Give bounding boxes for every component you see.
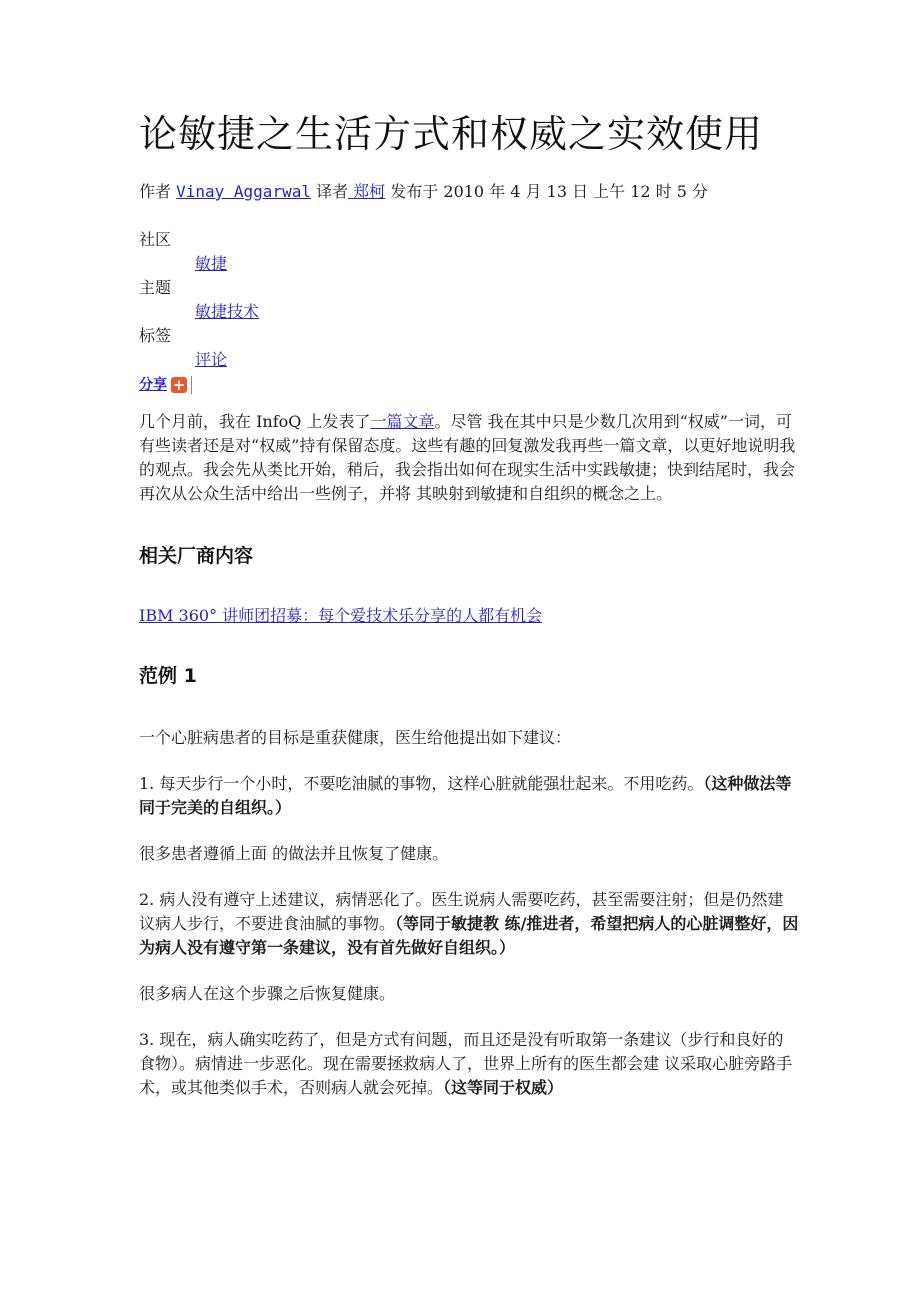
related-heading: 相关厂商内容 [139, 545, 254, 567]
share-bar [139, 374, 799, 396]
translator-link[interactable]: 郑柯 [353, 182, 386, 201]
page-title: 论敏捷之生活方式和权威之实效使用 [139, 112, 764, 156]
author-link[interactable]: Vinay Aggarwal [176, 182, 311, 201]
published-label: 发布于 [390, 182, 439, 201]
topic-link[interactable]: 敏捷技术 [195, 302, 260, 321]
community-link[interactable]: 敏捷 [195, 254, 228, 273]
tag-link[interactable]: 评论 [195, 350, 228, 369]
plus-icon[interactable]: + [172, 376, 186, 394]
example-heading: 范例 1 [139, 665, 197, 687]
author-label: 作者 [139, 182, 172, 201]
share-link[interactable]: 分享 [139, 377, 167, 393]
example-paragraph: 很多病人在这个步骤之后恢复健康。 [139, 984, 396, 1003]
byline [139, 178, 799, 206]
article [139, 108, 799, 1122]
divider [191, 376, 192, 394]
translator-label: 译者 [316, 182, 349, 201]
article-meta [139, 228, 799, 372]
publish-date: 2010 年 4 月 13 日 上午 12 时 5 分 [443, 182, 709, 201]
example-paragraph: 3. 现在，病人确实吃药了，但是方式有问题，而且还是没有听取第一条建议（步行和良好的食物）。病情进一步恶化。现在需要拯救病人了，世界上所有的医生都会建 议采取心脏旁路手术，或其他类似手术，否则病人就会死掉。（这等同于权威） [139, 1030, 793, 1097]
intro-paragraph: 几个月前，我在 InfoQ 上发表了一篇文章。尽管 我在其中只是少数几次用到“权威”一词，可有些读者还是对“权威”持有保留态度。这些有趣的回复激发我再些一篇文章，以更好地说明我的观点。我会先从类比开始，稍后，我会指出如何在现实生活中实践敏捷；快到结尾时，我会再次从公众生活中给出一些例子，并将 其映射到敏捷和自组织的概念之上。 [139, 412, 796, 503]
example-paragraph: 2. 病人没有遵守上述建议，病情恶化了。医生说病人需要吃药，甚至需要注射；但是仍然建议病人步行，不要进食油腻的事物。（等同于敏捷教 练/推进者，希望把病人的心脏调整好，因为病人没有遵守第一条建议，没有首先做好自组织。） [139, 890, 799, 957]
tag-label: 标签 [139, 326, 172, 345]
vendor-content-link[interactable]: IBM 360° 讲师团招募：每个爱技术乐分享的人都有机会 [139, 606, 543, 625]
example-paragraph: 很多患者遵循上面 的做法并且恢复了健康。 [139, 844, 449, 863]
example-paragraph: 1. 每天步行一个小时，不要吃油腻的事物，这样心脏就能强壮起来。不用吃药。（这种做法等同于完美的自组织。） [139, 774, 792, 817]
example-paragraph: 一个心脏病患者的目标是重获健康，医生给他提出如下建议： [139, 728, 572, 747]
community-label: 社区 [139, 230, 172, 249]
topic-label: 主题 [139, 278, 172, 297]
article-link[interactable]: 一篇文章 [370, 412, 435, 431]
